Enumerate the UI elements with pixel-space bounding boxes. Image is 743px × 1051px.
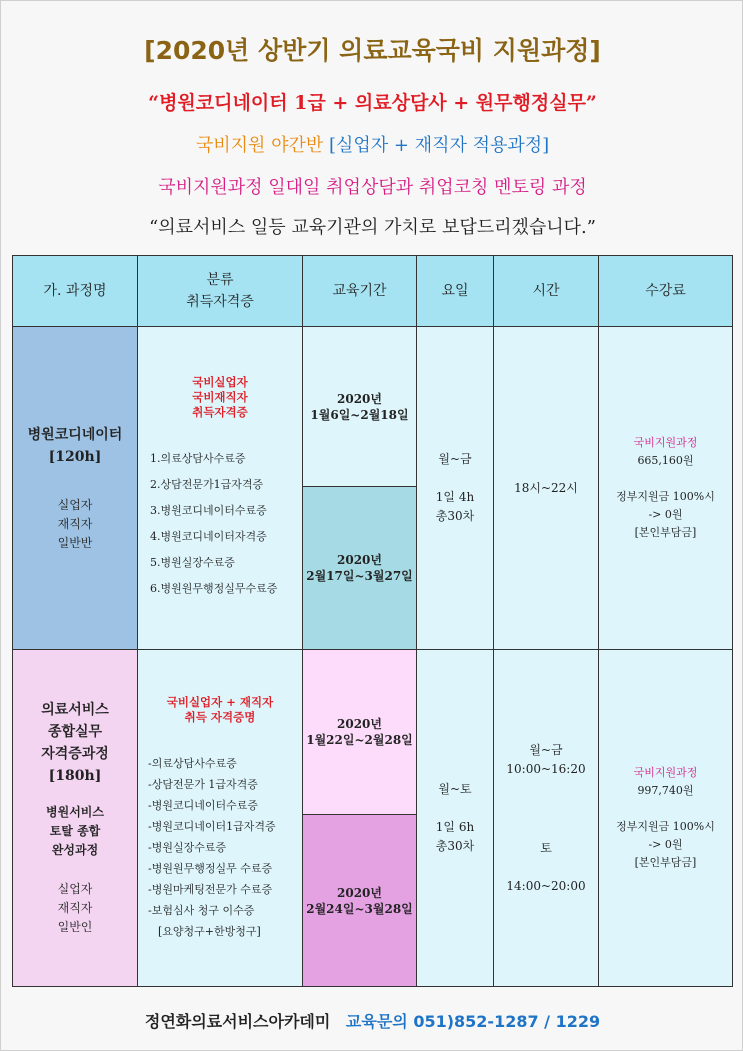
course-type-line bbox=[1, 131, 743, 157]
course1-time: 18시~22시 bbox=[494, 327, 599, 650]
course1-days: 월~금 1일 4h 총30차 bbox=[417, 327, 494, 650]
header-days: 요일 bbox=[417, 256, 494, 327]
course2-time: 월~금 10:00~16:20 토 14:00~20:00 bbox=[494, 650, 599, 987]
header-period: 교육기간 bbox=[303, 256, 417, 327]
list-item: -병원코디네이터1급자격증 bbox=[148, 819, 276, 833]
list-item: -병원마케팅전문가 수료증 bbox=[148, 882, 273, 896]
slogan-quote: “의료서비스 일등 교육기관의 가치로 보답드리겠습니다.” bbox=[149, 217, 596, 238]
course2-name-cell: 의료서비스 종합실무 자격증과정 [180h] 병원서비스 토탈 종합 완성과정 실업자 재직자 일반인 bbox=[13, 650, 138, 987]
course2-fee: 국비지원과정 997,740원 정부지원금 100%시 -> 0원 [본인부담금] bbox=[599, 650, 733, 987]
list-item: -상담전문가 1급자격증 bbox=[148, 777, 258, 791]
course2-days: 월~토 1일 6h 총30차 bbox=[417, 650, 494, 987]
header-category: 분류 취득자격증 bbox=[138, 256, 303, 327]
mentoring-line: 국비지원과정 일대일 취업상담과 취업코칭 멘토링 과정 bbox=[158, 177, 587, 198]
header-fee: 수강료 bbox=[599, 256, 733, 327]
course1-period1: 2020년 1월6일~2월18일 bbox=[303, 327, 417, 487]
list-item: 5.병원실장수료증 bbox=[150, 555, 235, 569]
page-title: [2020년 상반기 의료교육국비 지원과정] bbox=[144, 36, 601, 65]
table-row bbox=[13, 327, 733, 487]
list-item: -병원코디네이터수료증 bbox=[148, 798, 258, 812]
table-header-row bbox=[13, 256, 733, 327]
list-item: -보험심사 청구 이수증 bbox=[148, 903, 255, 917]
course-table bbox=[12, 255, 733, 987]
footer bbox=[1, 1009, 743, 1032]
list-item: -의료상담사수료증 bbox=[148, 756, 237, 770]
academy-name: 정연화의료서비스아카데미 bbox=[144, 1012, 331, 1031]
course1-certs-cell: 국비실업자 국비재직자 취득자격증 1.의료상담사수료증 2.상담전문가1급자격증 3.병원코디네이터수료증 4.병원코디네이터자격증 5.병원실장수료증 6.병원원무행정실무수료증 bbox=[138, 327, 303, 650]
list-item: 6.병원원무행정실무수료증 bbox=[150, 581, 278, 595]
list-item: [요양청구+한방청구] bbox=[158, 924, 261, 938]
eligibility-label: [실업자 + 재직자 적용과정] bbox=[329, 135, 550, 156]
course1-fee: 국비지원과정 665,160원 정부지원금 100%시 -> 0원 [본인부담금] bbox=[599, 327, 733, 650]
list-item: 3.병원코디네이터수료증 bbox=[150, 503, 267, 517]
course1-name-cell: 병원코디네이터 [120h] 실업자 재직자 일반반 bbox=[13, 327, 138, 650]
header-time: 시간 bbox=[494, 256, 599, 327]
subtitle: “병원코디네이터 1급 + 의료상담사 + 원무행정실무” bbox=[148, 92, 597, 114]
night-class-label: 국비지원 야간반 bbox=[195, 135, 329, 156]
list-item: 2.상담전문가1급자격증 bbox=[150, 477, 264, 491]
course2-certs-cell: 국비실업자 + 재직자 취득 자격증명 -의료상담사수료증 -상담전문가 1급자격증 -병원코디네이터수료증 -병원코디네이터1급자격증 -병원실장수료증 -병원원무행정실무 수료증 -병원마케팅전문가 수료증 -보험심사 청구 이수증 [요양청구+한방청구] bbox=[138, 650, 303, 987]
header-course-name: 가. 과정명 bbox=[13, 256, 138, 327]
course2-period2: 2020년 2월24일~3월28일 bbox=[303, 815, 417, 987]
table-row bbox=[13, 650, 733, 815]
course1-period2: 2020년 2월17일~3월27일 bbox=[303, 487, 417, 650]
contact-phone: 교육문의 051)852-1287 / 1229 bbox=[345, 1012, 601, 1031]
course2-period1: 2020년 1월22일~2월28일 bbox=[303, 650, 417, 815]
list-item: -병원원무행정실무 수료증 bbox=[148, 861, 273, 875]
list-item: 1.의료상담사수료증 bbox=[150, 451, 246, 465]
list-item: 4.병원코디네이터자격증 bbox=[150, 529, 267, 543]
list-item: -병원실장수료증 bbox=[148, 840, 227, 854]
